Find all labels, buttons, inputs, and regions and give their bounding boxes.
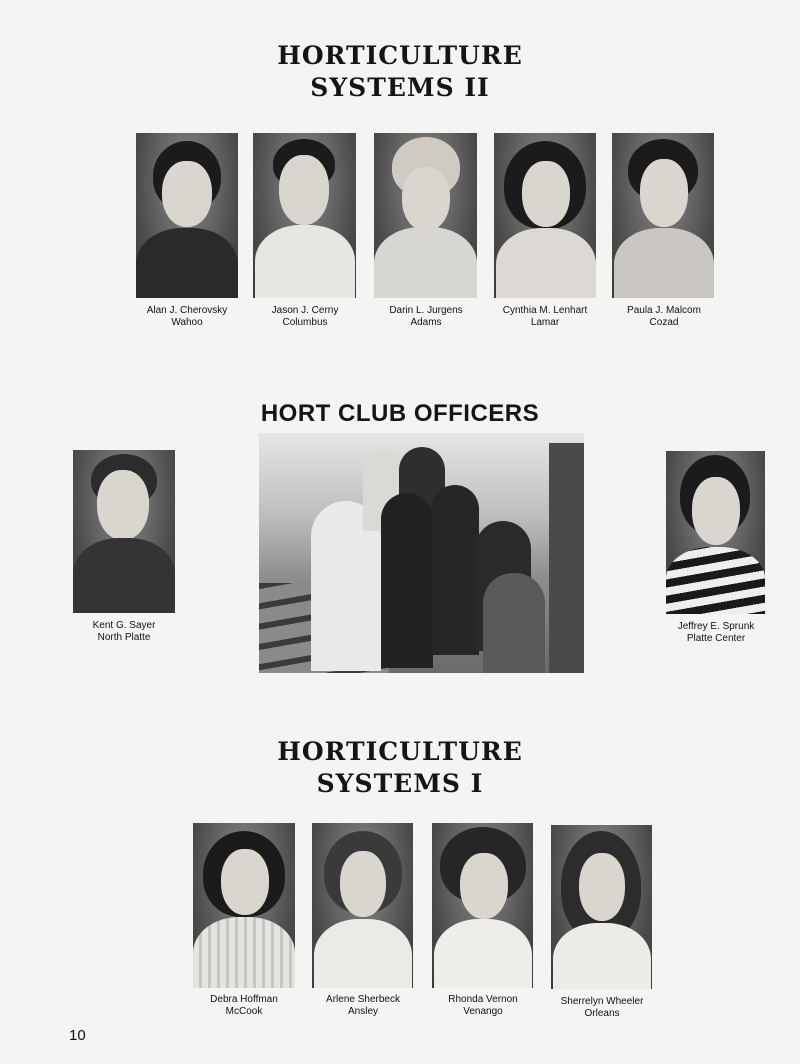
caption-jurgens (366, 305, 486, 329)
caption-name: Rhonda Vernon (448, 994, 518, 1005)
caption-cherovsky (128, 305, 246, 329)
portrait-photo (136, 133, 238, 298)
caption-town: North Platte (97, 632, 151, 643)
caption-sprunk (656, 621, 776, 645)
portrait-photo (312, 823, 413, 988)
caption-town: Columbus (282, 317, 328, 328)
caption-lenhart (484, 305, 606, 329)
caption-sherbeck (303, 994, 423, 1018)
caption-town: Cozad (649, 317, 679, 328)
page-number: 10 (69, 1027, 86, 1044)
caption-name: Arlene Sherbeck (326, 994, 400, 1005)
portrait-photo (193, 823, 295, 988)
portrait-photo (253, 133, 356, 298)
caption-name: Kent G. Sayer (92, 620, 156, 631)
caption-name: Alan J. Cherovsky (146, 305, 228, 316)
portrait-photo (374, 133, 477, 298)
heading-line: SYSTEMS I (316, 769, 484, 798)
portrait-photo (494, 133, 596, 298)
caption-wheeler (541, 996, 663, 1020)
caption-town: Ansley (347, 1006, 378, 1017)
portrait-photo (666, 451, 765, 614)
caption-vernon (423, 994, 543, 1018)
caption-name: Debra Hoffman (210, 994, 278, 1005)
section-heading-horticulture-systems-2 (0, 40, 800, 104)
caption-sayer (64, 620, 184, 644)
caption-name: Jeffrey E. Sprunk (677, 621, 755, 632)
section-heading-horticulture-systems-1 (0, 736, 800, 800)
portrait-photo (551, 825, 652, 989)
heading-line: HORTICULTURE (277, 737, 523, 766)
caption-hoffman (184, 994, 304, 1018)
group-photo-officers (259, 433, 584, 673)
caption-town: Lamar (530, 317, 560, 328)
portrait-photo (432, 823, 533, 988)
caption-name: Jason J. Cerny (271, 305, 339, 316)
caption-town: McCook (225, 1006, 263, 1017)
caption-name: Cynthia M. Lenhart (502, 305, 588, 316)
heading-line: HORTICULTURE (277, 41, 523, 70)
caption-town: Adams (410, 317, 442, 328)
heading-line: SYSTEMS II (310, 73, 490, 102)
caption-town: Wahoo (171, 317, 203, 328)
caption-malcom (604, 305, 724, 329)
caption-town: Orleans (584, 1008, 620, 1019)
caption-town: Platte Center (686, 633, 746, 644)
caption-name: Paula J. Malcom (627, 305, 701, 316)
caption-town: Venango (463, 1006, 503, 1017)
section-heading-hort-club-officers: HORT CLUB OFFICERS (260, 400, 540, 427)
portrait-photo (73, 450, 175, 613)
portrait-photo (612, 133, 714, 298)
caption-name: Sherrelyn Wheeler (560, 996, 644, 1007)
caption-cerny (245, 305, 365, 329)
caption-name: Darin L. Jurgens (389, 305, 463, 316)
